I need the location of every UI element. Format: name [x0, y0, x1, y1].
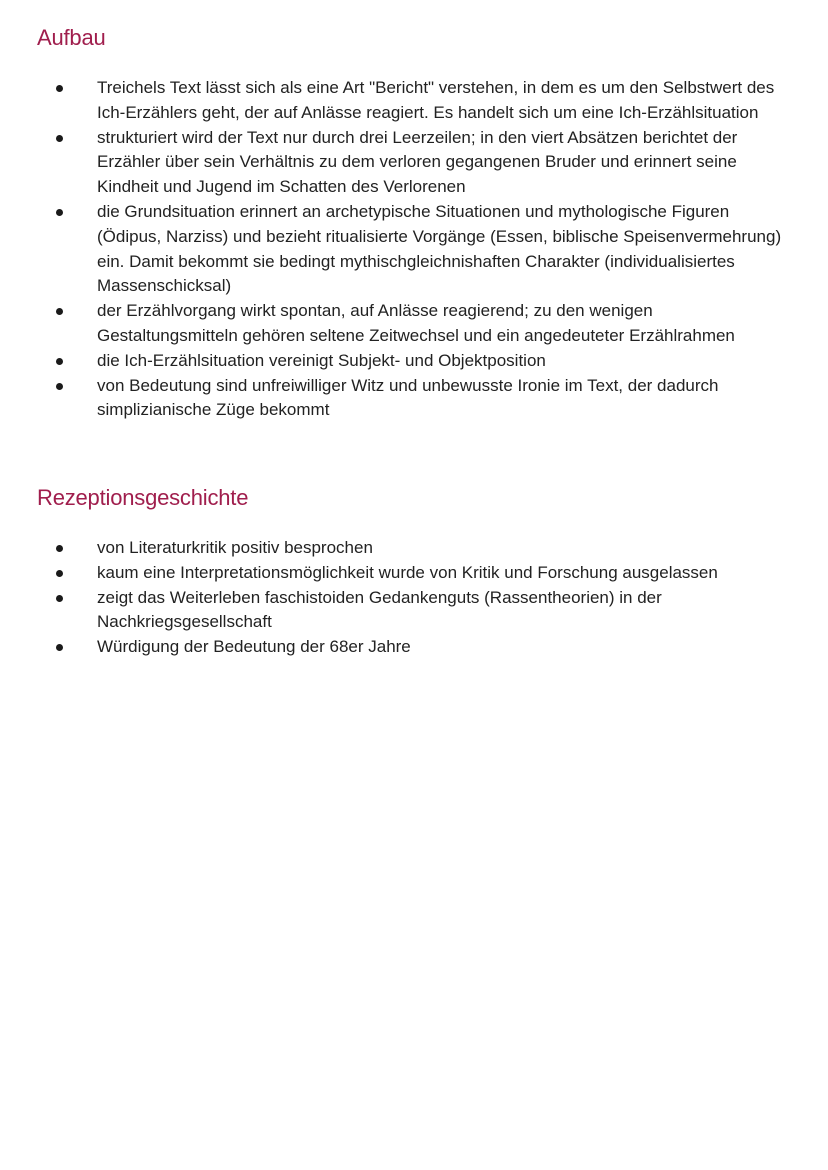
- bullet-icon: [56, 135, 63, 142]
- list-item-text: Treichels Text lässt sich als eine Art "Bericht" verstehen, in dem es um den Selbstwert des Ich-Erzählers geht, der auf Anlässe reagiert. Es handelt sich um eine Ich-Erzählsituation: [97, 78, 775, 122]
- bullet-icon: [56, 85, 63, 92]
- list-item: [0, 126, 828, 200]
- bullet-icon: [56, 595, 63, 602]
- section-heading: Aufbau: [37, 25, 106, 50]
- list-item-text: der Erzählvorgang wirkt spontan, auf Anlässe reagierend; zu den wenigen Gestaltungsmitteln gehören seltene Zeitwechsel und ein angedeuteter Erzählrahmen: [97, 301, 735, 345]
- section-rezeptionsgeschichte: [0, 480, 828, 660]
- list-item-text: die Grundsituation erinnert an archetypische Situationen und mythologische Figuren (Ödipus, Narziss) und bezieht ritualisierte Vorgänge (Essen, biblische Speisenvermehrung) ein. Damit bekommt sie bedingt mythischgleichnishaften Charakter (individualisiertes Massenschicksal): [97, 201, 782, 296]
- list-item-text: die Ich-Erzählsituation vereinigt Subjekt- und Objektposition: [97, 350, 546, 370]
- list-item-text: von Bedeutung sind unfreiwilliger Witz und unbewusste Ironie im Text, der dadurch simplizianische Züge bekommt: [97, 375, 719, 420]
- list-item: [0, 349, 828, 374]
- list-item: [0, 561, 828, 586]
- list-item: [0, 76, 828, 126]
- list-item-text: strukturiert wird der Text nur durch drei Leerzeilen; in den viert Absätzen berichtet der Erzähler über sein Verhältnis zu dem verloren gegangenen Bruder und erinnert seine Kindheit und Jugend im Schatten des Verlorenen: [97, 127, 738, 197]
- list-item: [0, 635, 828, 660]
- list-item: [0, 586, 828, 636]
- list-item-text: kaum eine Interpretationsmöglichkeit wurde von Kritik und Forschung ausgelassen: [97, 562, 718, 582]
- bullet-icon: [56, 570, 63, 577]
- list-item-text: zeigt das Weiterleben faschistoiden Gedankenguts (Rassentheorien) in der Nachkriegsgesellschaft: [97, 587, 662, 632]
- list-item-text: Würdigung der Bedeutung der 68er Jahre: [97, 637, 411, 657]
- section-aufbau: [0, 20, 828, 423]
- bullet-icon: [56, 383, 63, 390]
- bullet-icon: [56, 545, 63, 552]
- section-heading: Rezeptionsgeschichte: [37, 485, 249, 510]
- list-item: [0, 299, 828, 349]
- list-item: [0, 536, 828, 561]
- bullet-icon: [56, 209, 63, 216]
- list-item: [0, 200, 828, 299]
- bullet-icon: [56, 308, 63, 315]
- bullet-list: [0, 76, 828, 423]
- list-item: [0, 374, 828, 424]
- bullet-list: [0, 536, 828, 660]
- bullet-icon: [56, 358, 63, 365]
- list-item-text: von Literaturkritik positiv besprochen: [97, 538, 373, 557]
- bullet-icon: [56, 644, 63, 651]
